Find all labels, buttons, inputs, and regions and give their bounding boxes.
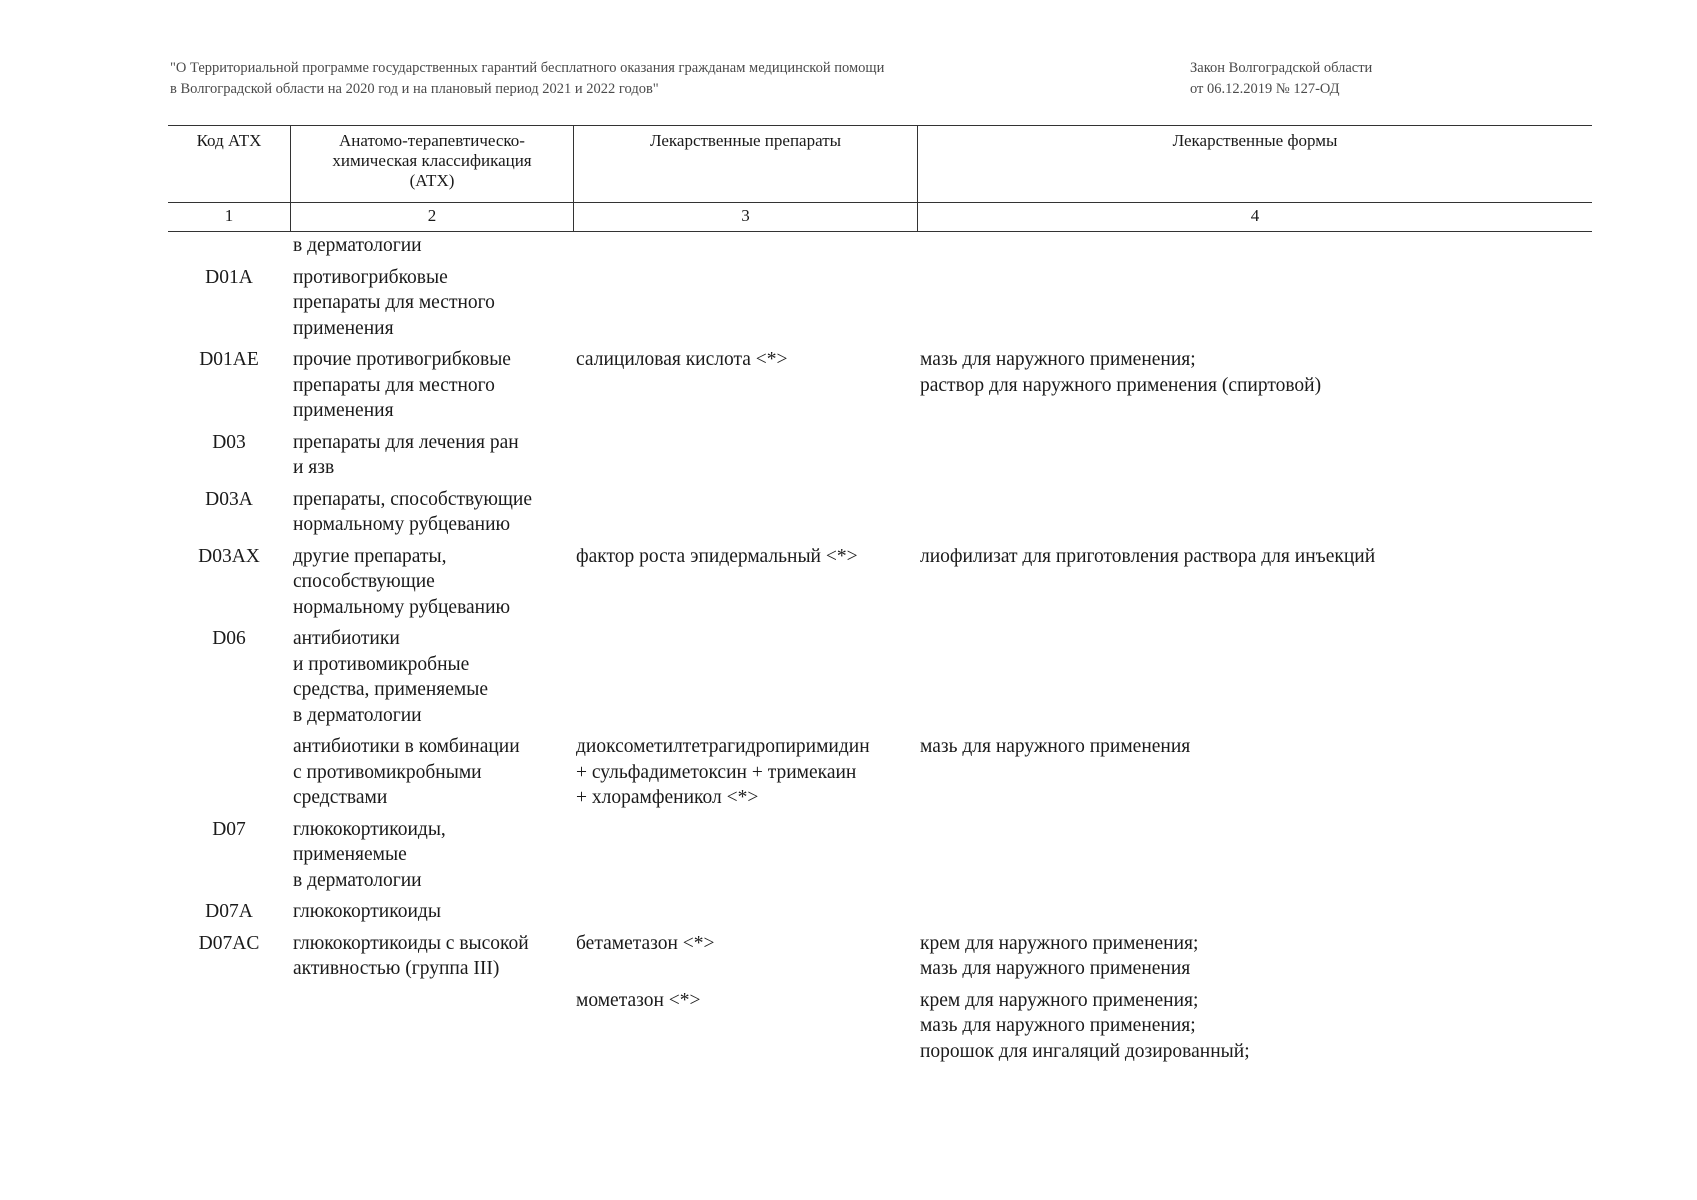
dosage-form-cell: крем для наружного применения; мазь для наружного применения [920, 932, 1199, 979]
table-top-rule [168, 125, 1592, 126]
atc-code-cell: D07AC [198, 932, 260, 954]
table-row [168, 544, 1592, 627]
table-row [168, 817, 1592, 900]
column-header-dosage-forms: Лекарственные формы [1172, 131, 1338, 150]
atc-code-cell [168, 734, 290, 817]
header-law-date: от 06.12.2019 № 127-ОД [1190, 81, 1340, 97]
classification-cell: антибиотики в комбинации с противомикробными средствами [293, 736, 520, 808]
classification-cell: глюкокортикоиды [293, 901, 441, 922]
document-header-title [170, 58, 1170, 100]
atc-code-cell: D01A [205, 266, 253, 288]
drug-cell: салициловая кислота <*> [576, 349, 788, 370]
column-header-drugs: Лекарственные препараты [649, 131, 842, 150]
drug-cell [573, 626, 917, 734]
classification-cell: глюкокортикоиды, применяемые в дерматологии [293, 818, 446, 891]
column-number-4: 4 [1250, 206, 1260, 225]
drug-cell: диоксометилтетрагидропиримидин + сульфадиметоксин + тримекаин + хлорамфеникол <*> [576, 736, 870, 808]
classification-cell: другие препараты, способствующие нормальному рубцеванию [293, 545, 511, 618]
table-row [168, 988, 1592, 1071]
dosage-form-cell [917, 899, 1592, 931]
dosage-form-cell [917, 233, 1592, 265]
table-row [168, 734, 1592, 817]
classification-cell [290, 988, 573, 1071]
dosage-form-cell: мазь для наружного применения; раствор для наружного применения (спиртовой) [920, 349, 1322, 396]
classification-cell: глюкокортикоиды с высокой активностью (группа III) [293, 932, 529, 979]
dosage-form-cell: мазь для наружного применения [920, 736, 1191, 757]
drug-cell [573, 487, 917, 544]
classification-cell: препараты, способствующие нормальному рубцеванию [293, 488, 532, 535]
dosage-form-cell [917, 626, 1592, 734]
table-row [168, 487, 1592, 544]
drug-cell: мометазон <*> [576, 989, 701, 1011]
column-header-atc-classification: Анатомо-терапевтическо- химическая классификация (АТХ) [332, 131, 532, 190]
drug-cell [573, 265, 917, 348]
header-title-line-2: в Волгоградской области на 2020 год и на плановый период 2021 и 2022 годов" [170, 81, 659, 97]
table-row [168, 430, 1592, 487]
table-row [168, 233, 1592, 265]
drug-cell [573, 233, 917, 265]
dosage-form-cell: лиофилизат для приготовления раствора для инъекций [920, 545, 1376, 567]
atc-code-cell: D03AX [198, 545, 260, 567]
drug-cell: фактор роста эпидермальный <*> [576, 545, 858, 567]
atc-code-cell: D06 [212, 628, 246, 649]
header-title-line-1: "О Территориальной программе государственных гарантий бесплатного оказания гражданам медицинской помощи [170, 60, 885, 76]
table-row [168, 899, 1592, 931]
classification-cell: прочие противогрибковые препараты для местного применения [293, 349, 511, 421]
drug-cell [573, 899, 917, 931]
table-number-rule [168, 231, 1592, 232]
atc-code-cell [168, 233, 290, 265]
column-number-3: 3 [741, 206, 750, 225]
atc-code-cell: D07A [205, 901, 253, 922]
drug-cell [573, 817, 917, 900]
atc-code-cell: D03A [205, 488, 253, 510]
dosage-form-cell [917, 265, 1592, 348]
column-header-atc-code: Код АТХ [196, 131, 262, 150]
table-header-rule [168, 202, 1592, 203]
table-row [168, 347, 1592, 430]
column-number-1: 1 [224, 206, 234, 225]
header-law-name: Закон Волгоградской области [1190, 60, 1373, 76]
dosage-form-cell [917, 487, 1592, 544]
dosage-form-cell: крем для наружного применения; мазь для наружного применения; порошок для ингаляций дозированный; [920, 989, 1250, 1062]
drug-cell: бетаметазон <*> [576, 932, 715, 954]
classification-cell: антибиотики и противомикробные средства, применяемые в дерматологии [293, 628, 489, 726]
drug-cell [573, 430, 917, 487]
atc-drug-table [168, 233, 1592, 1070]
document-header-law [1190, 58, 1590, 100]
classification-cell: в дерматологии [293, 235, 422, 256]
classification-cell: препараты для лечения ран и язв [293, 431, 519, 478]
dosage-form-cell [917, 817, 1592, 900]
classification-cell: противогрибковые препараты для местного применения [293, 266, 495, 339]
table-row [168, 626, 1592, 734]
table-row [168, 931, 1592, 988]
atc-code-cell: D07 [212, 818, 246, 840]
table-row [168, 265, 1592, 348]
atc-code-cell: D01AE [199, 349, 259, 370]
atc-code-cell [168, 988, 290, 1071]
atc-code-cell: D03 [212, 431, 246, 453]
column-number-2: 2 [427, 206, 437, 225]
dosage-form-cell [917, 430, 1592, 487]
